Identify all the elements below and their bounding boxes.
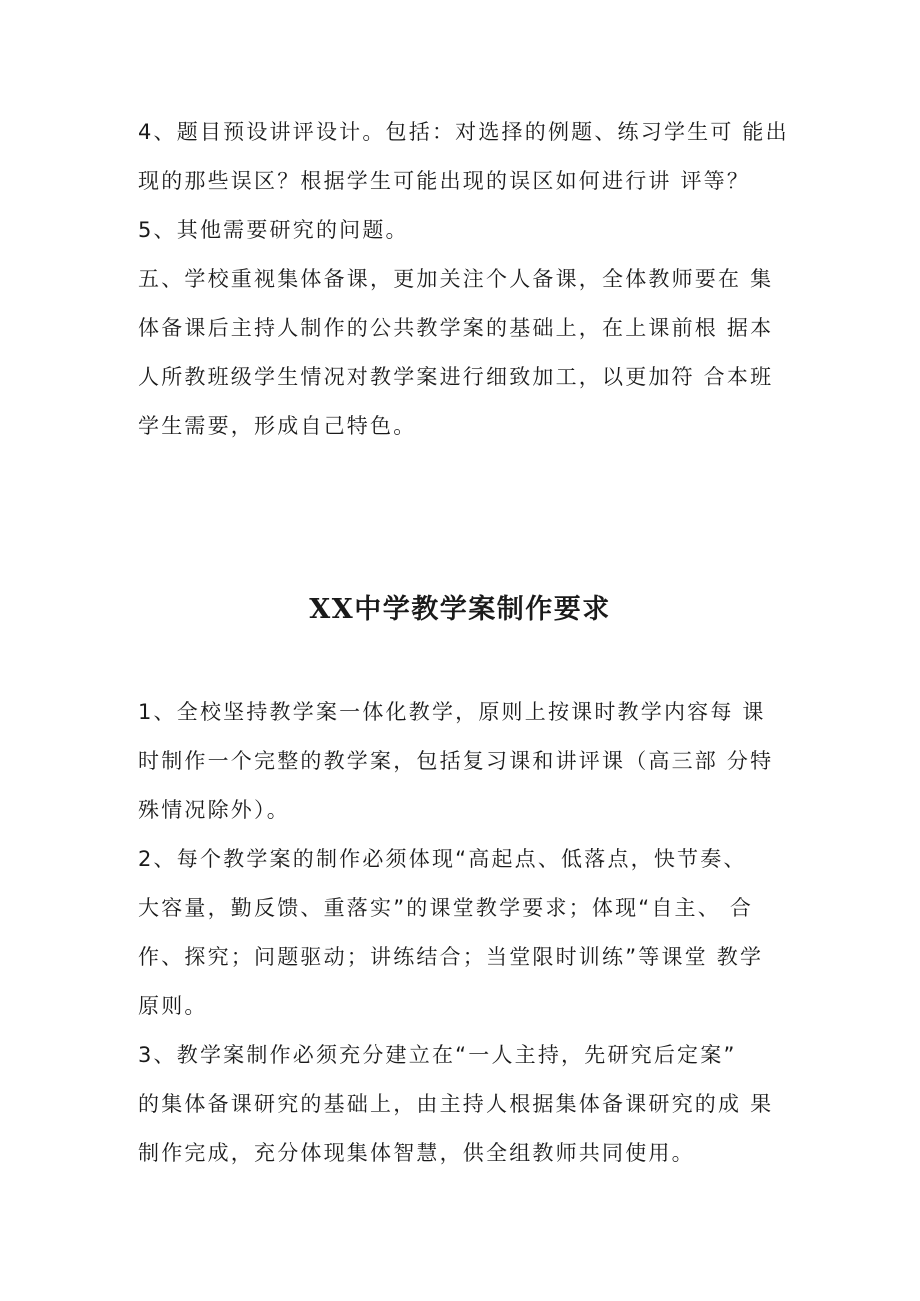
text-line: 殊情况除外）。 — [138, 798, 290, 822]
requirement-item-2 — [138, 835, 788, 1031]
text-line: 现的那些误区？根据学生可能出现的误区如何进行讲 评等？ — [138, 169, 751, 193]
text-line: 时制作一个完整的教学案，包括复习课和讲评课（高三部 分特 — [138, 749, 774, 773]
text-line: 大容量，勤反馈、重落实”的课堂教学要求；体现“自主、 合 — [138, 896, 754, 920]
text-line: 原则。 — [138, 994, 208, 1018]
text-line: 5、其他需要研究的问题。 — [138, 218, 409, 242]
text-line: 2、每个教学案的制作必须体现“高起点、低落点，快节奏、 — [138, 847, 747, 871]
paragraph-section-five — [138, 255, 788, 451]
text-line: 学生需要，形成自己特色。 — [138, 414, 417, 438]
paragraph-item-5 — [138, 206, 788, 255]
text-line: 体备课后主持人制作的公共教学案的基础上，在上课前根 据本 — [138, 316, 774, 340]
continued-section — [138, 108, 788, 451]
requirement-item-3 — [138, 1031, 788, 1178]
paragraph-item-4 — [138, 108, 788, 206]
text-line: 的集体备课研究的基础上，由主持人根据集体备课研究的成 果 — [138, 1092, 774, 1116]
text-line: 3、教学案制作必须充分建立在“一人主持，先研究后定案” — [138, 1043, 737, 1067]
text-line: 制作完成，充分体现集体智慧，供全组教师共同使用。 — [138, 1141, 695, 1165]
text-line: 1、全校坚持教学案一体化教学，原则上按课时教学内容每 课 — [138, 700, 766, 724]
document-title: XX中学教学案制作要求 — [309, 594, 611, 625]
text-line: 五、学校重视集体备课，更加关注个人备课，全体教师要在 集 — [138, 267, 774, 291]
requirements-section — [138, 688, 788, 1178]
text-line: 4、题目预设讲评设计。包括：对选择的例题、练习学生可 能出 — [138, 120, 789, 144]
text-line: 人所教班级学生情况对教学案进行细致加工，以更加符 合本班 — [138, 365, 774, 389]
requirement-item-1 — [138, 688, 788, 835]
text-line: 作、探究；问题驱动；讲练结合；当堂限时训练”等课堂 教学 — [138, 945, 764, 969]
